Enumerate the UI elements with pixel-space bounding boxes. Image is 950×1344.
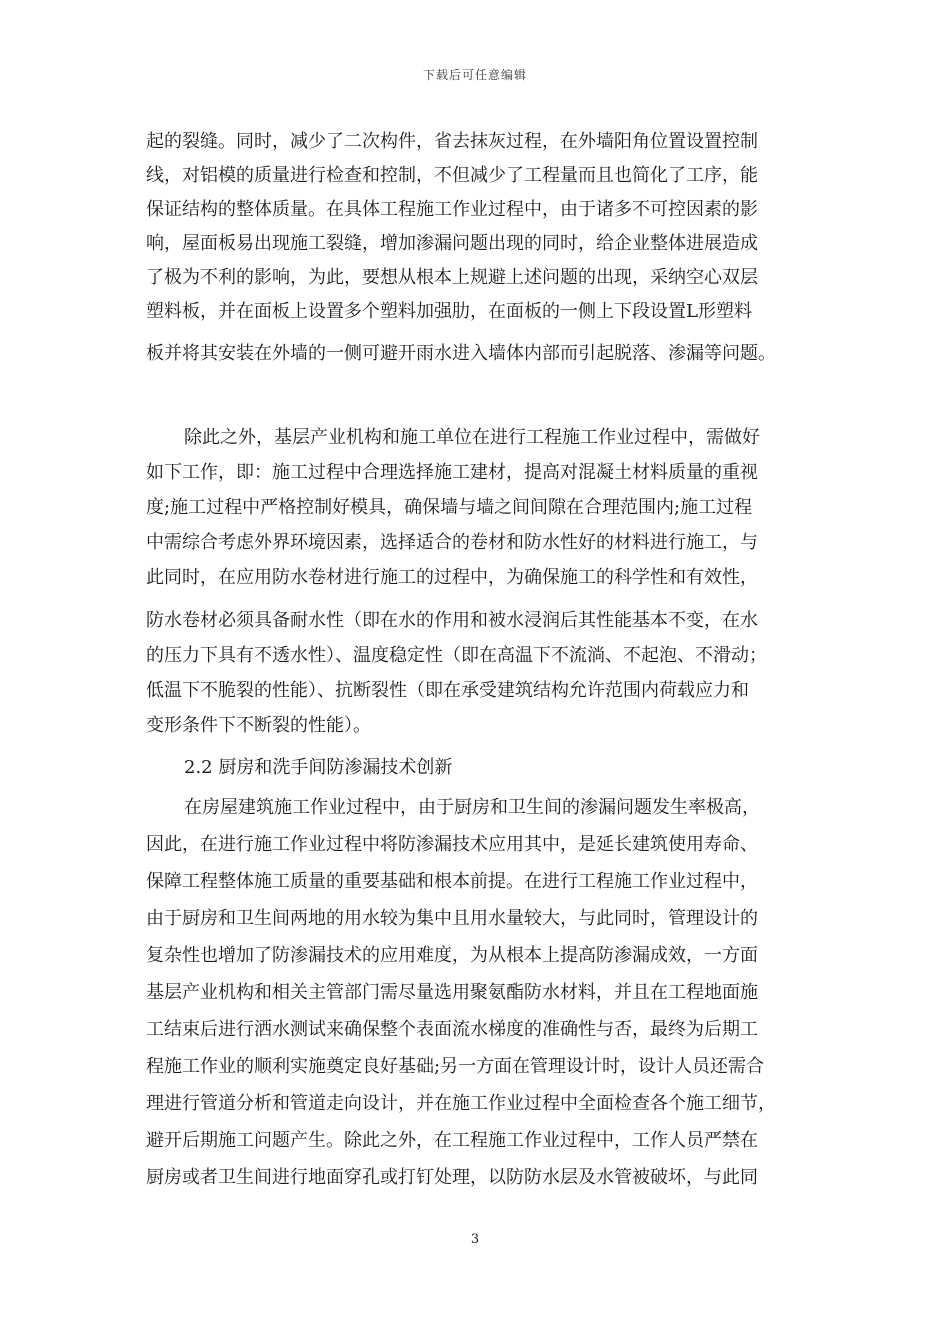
page-header: 下载后可任意编辑 bbox=[422, 68, 527, 82]
paragraph-3-line-1: 在房屋建筑施工作业过程中，由于厨房和卫生间的渗漏问题发生率极高， bbox=[184, 797, 760, 818]
paragraph-2-line-9: 变形条件下不断裂的性能）。 bbox=[146, 715, 371, 736]
paragraph-2-line-6: 防水卷材必须具备耐水性（即在水的作用和被水浸润后其性能基本不变，在水 bbox=[146, 610, 758, 631]
paragraph-3-line-7: 工结束后进行洒水测试来确保整个表面流水梯度的准确性与否，最终为后期工 bbox=[146, 1019, 758, 1040]
paragraph-2-line-2: 如下工作，即：施工过程中合理选择施工建材，提高对混凝土材料质量的重视 bbox=[146, 462, 758, 483]
paragraph-1-line-7: 板并将其安装在外墙的一侧可避开雨水进入墙体内部而引起脱落、渗漏等问题。 bbox=[146, 343, 776, 364]
paragraph-3-line-11: 厨房或者卫生间进行地面穿孔或打钉处理，以防防水层及水管被破坏，与此同 bbox=[146, 1167, 758, 1188]
paragraph-1-line-2: 线，对铝模的质量进行检查和控制，不但减少了工程量而且也简化了工序，能 bbox=[146, 165, 758, 186]
paragraph-3-line-4: 由于厨房和卫生间两地的用水较为集中且用水量较大，与此同时，管理设计的 bbox=[146, 908, 758, 929]
paragraph-3-line-5: 复杂性也增加了防渗漏技术的应用难度，为从根本上提高防渗漏成效，一方面 bbox=[146, 945, 758, 966]
paragraph-1-line-5: 了极为不利的影响，为此，要想从根本上规避上述问题的出现，采纳空心双层 bbox=[146, 267, 758, 288]
paragraph-2-line-3: 度;施工过程中严格控制好模具，确保墙与墙之间间隙在合理范围内;施工过程 bbox=[146, 497, 753, 518]
paragraph-2-line-5: 此同时，在应用防水卷材进行施工的过程中，为确保施工的科学性和有效性， bbox=[146, 567, 758, 588]
paragraph-3-line-9: 理进行管道分析和管道走向设计，并在施工作业过程中全面检查各个施工细节， bbox=[146, 1093, 776, 1114]
paragraph-3-line-8: 程施工作业的顺利实施奠定良好基础;另一方面在管理设计时，设计人员还需合 bbox=[146, 1056, 765, 1077]
paragraph-2-line-7: 的压力下具有不透水性）、温度稳定性（即在高温下不流淌、不起泡、不滑动； bbox=[146, 645, 767, 666]
paragraph-3-line-6: 基层产业机构和相关主管部门需尽量选用聚氨酯防水材料，并且在工程地面施 bbox=[146, 982, 758, 1003]
page-number: 3 bbox=[470, 1232, 480, 1247]
paragraph-1-line-4: 响，屋面板易出现施工裂缝，增加渗漏问题出现的同时，给企业整体进展造成 bbox=[146, 233, 758, 254]
paragraph-2-line-1: 除此之外，基层产业机构和施工单位在进行工程施工作业过程中，需做好 bbox=[184, 427, 760, 448]
paragraph-1-line-6: 塑料板，并在面板上设置多个塑料加强肋，在面板的一侧上下段设置L形塑料 bbox=[146, 301, 752, 322]
paragraph-1-line-3: 保证结构的整体质量。在具体工程施工作业过程中，由于诸多不可控因素的影 bbox=[146, 199, 758, 220]
paragraph-2-line-8: 低温下不脆裂的性能）、抗断裂性（即在承受建筑结构允许范围内荷载应力和 bbox=[146, 680, 749, 701]
paragraph-2-line-4: 中需综合考虑外界环境因素，选择适合的卷材和防水性好的材料进行施工，与 bbox=[146, 532, 758, 553]
section-heading: 2.2 厨房和洗手间防渗漏技术创新 bbox=[184, 757, 453, 778]
paragraph-3-line-10: 避开后期施工问题产生。除此之外，在工程施工作业过程中，工作人员严禁在 bbox=[146, 1130, 758, 1151]
paragraph-3-line-3: 保障工程整体施工质量的重要基础和根本前提。在进行工程施工作业过程中， bbox=[146, 871, 758, 892]
paragraph-1-line-1: 起的裂缝。同时，减少了二次构件，省去抹灰过程，在外墙阳角位置设置控制 bbox=[146, 131, 758, 152]
paragraph-3-line-2: 因此，在进行施工作业过程中将防渗漏技术应用其中，是延长建筑使用寿命、 bbox=[146, 834, 758, 855]
